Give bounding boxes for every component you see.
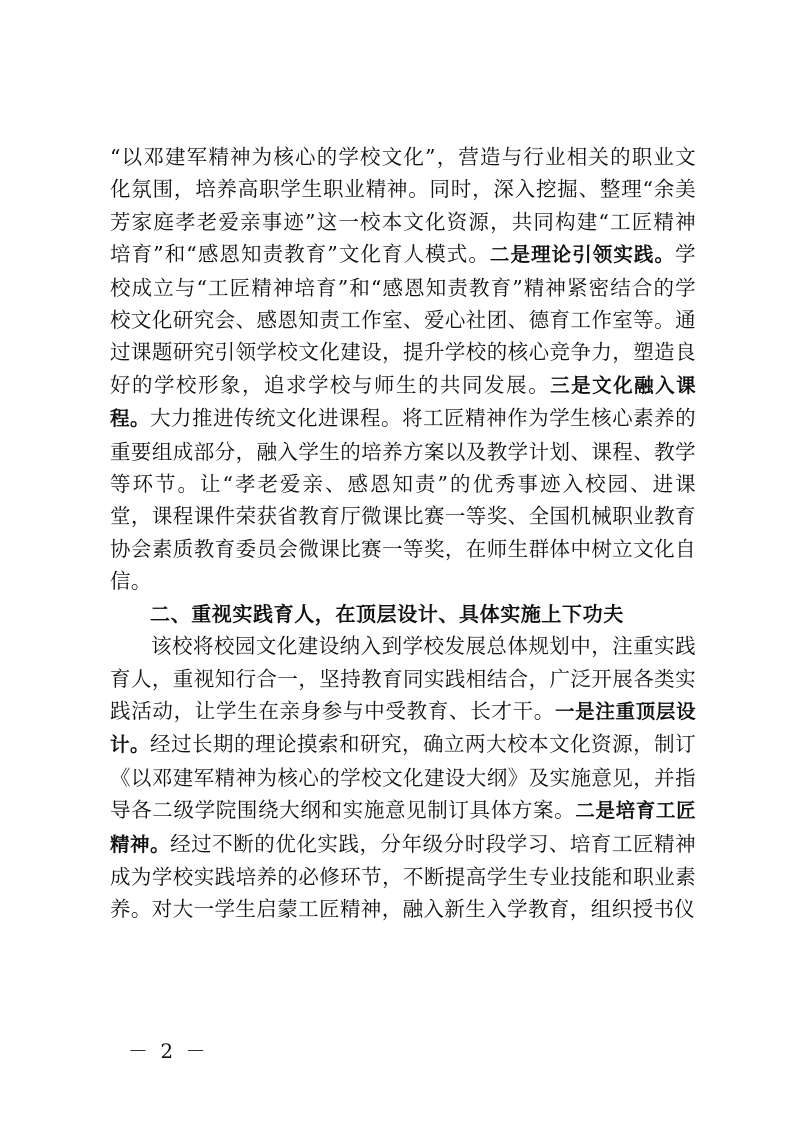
paragraph-1-text-3: 大力推进传统文化进课程。将工匠精神作为学生核心素养的重要组成部分，融入学生的培养方案以及教学计划、课程、教学等环节。让“孝老爱亲、感恩知责”的优秀事迹入校园、进课堂，课程课件荣获省教育厅微课比赛一等奖、全国机械职业教育协会素质教育委员会微课比赛一等奖，在师生群体中树立文化自信。 — [110, 406, 696, 594]
paragraph-1-bold-lead-2: 二是理论引领实践。 — [489, 243, 676, 267]
paragraph-1-bold-lead-3: 三是文化融入课程。 — [110, 373, 696, 431]
paragraph-2-text-2: 经过长期的理论摸索和研究，确立两大校本文化资源，制订《以邓建军精神为核心的学校文化建设大纲》及实施意见，并指导各二级学院围绕大纲和实施意见制订具体方案。 — [110, 732, 696, 823]
paragraph-2-bold-lead-2: 二是培育工匠精神。 — [110, 799, 696, 856]
paragraph-2-bold-lead-1: 一是注重顶层设计。 — [110, 699, 696, 757]
paragraph-continued — [110, 141, 696, 598]
paragraph-2 — [110, 630, 696, 926]
section-heading: 二、重视实践育人，在顶层设计、具体实施上下功夫 — [150, 601, 624, 626]
paragraph-2-text-3: 经过不断的优化实践，分年级分时段学习、培育工匠精神成为学校实践培养的必修环节，不断提高学生专业技能和职业素养。对大一学生启蒙工匠精神，融入新生入学教育，组织授书仪 — [110, 831, 696, 922]
body-text — [110, 141, 696, 926]
paragraph-2-text-1: 该校将校园文化建设纳入到学校发展总体规划中，注重实践育人，重视知行合一，坚持教育同实践相结合，广泛开展各类实践活动，让学生在亲身参与中受教育、长才干。 — [110, 634, 696, 723]
page-number: － 2 － — [128, 1039, 209, 1063]
paragraph-1-text-2: 学校成立与“工匠精神培育”和“感恩知责教育”精神紧密结合的学校文化研究会、感恩知责工作室、爱心社团、德育工作室等。通过课题研究引领学校文化建设，提升学校的核心竞争力，塑造良好的学校形象，追求学校与师生的共同发展。 — [110, 242, 696, 397]
paragraph-1-text-1: “以邓建军精神为核心的学校文化”，营造与行业相关的职业文化氛围，培养高职学生职业精神。同时，深入挖掘、整理“余美芳家庭孝老爱亲事迹”这一校本文化资源，共同构建“工匠精神培育”和“感恩知责教育”文化育人模式。 — [110, 145, 696, 267]
